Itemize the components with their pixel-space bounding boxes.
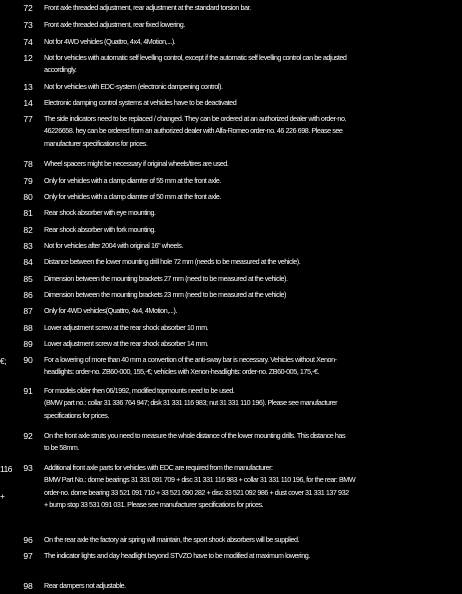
footnote-number: 89 [23,339,33,349]
footnote-text: Front axle threaded adjustment, rear fixed lowering. [44,20,185,29]
footnote-number: 83 [23,241,33,251]
footnote-text: Rear shock absorber with fork mounting. [44,225,156,234]
footnote-text: For a lowering of more than 40 mm a convertion of the anti-sway bar is necessary. Vehicles without Xenon- headlights: order-no. ZB60-000, 155,-€; vehicles with Xenon-headlights: order-no. ZB60-005, 175,-€. [44,355,337,377]
footnote-number: 73 [23,20,33,30]
footnote-number: 90 [23,355,33,365]
footnote-text: Only for vehicles with a clamp diamter of 55 mm at the front axle. [44,176,221,185]
footnote-number: 12 [23,53,33,63]
footnote-number: 91 [23,386,33,396]
footnote-text: On the rear axle the factory air spring will maintain, the sport shock absorbers will be supplied. [44,535,300,544]
footnote-text: The side indicators need to be replaced / changed. They can be ordered at an authorized dealer with order-no. 46226658. hey can be ordered from an authorized dealer with Alfa-Romeo order-no. 46 226 698. Please see manufacturer specifications for prices. [44,114,347,148]
footnote-text: For models older then 06/1992, modified topmounts need to be used. (BMW part no.: collar 31 336 764 947; disk 31 331 116 983; nut 31 331 110 196). Please see manufacturer specifications for prices. [44,386,338,420]
footnote-text: On the front axle struts you need to measure the whole distance of the lower mounting drills. This distance has to be 58mm. [44,431,346,453]
footnote-text: Only for 4WD vehicles(Quattro, 4x4, 4Motion,...). [44,306,177,315]
footnote-number: 82 [23,225,33,235]
footnote-number: 98 [23,581,33,591]
footnote-number: 93 [23,463,33,473]
footnote-number: 74 [23,37,33,47]
footnote-text: Not for vehicles with automatic self levelling control, except if the automatic self levelling control can be adjusted accordingly. [44,53,347,75]
footnote-number: 97 [23,551,33,561]
footnote-number: 79 [23,176,33,186]
footnote-text: Not for 4WD vehicles (Quattro, 4x4, 4Motion,...). [44,37,176,46]
footnote-number: 81 [23,208,33,218]
footnote-number: 86 [23,290,33,300]
footnote-number: 85 [23,274,33,284]
left-edge-fragment: + [0,491,5,501]
footnote-number: 72 [23,3,33,13]
footnote-text: Lower adjustment screw at the rear shock absorber 14 mm. [44,339,209,348]
footnote-number: 80 [23,192,33,202]
left-edge-fragment: €; [0,356,7,366]
footnote-text: Wheel spacers might be necessary if original wheels/tires are used. [44,159,229,168]
footnote-number: 78 [23,159,33,169]
footnote-text: The indicator lights and day headlight beyond STVZO have to be modified at maximum lowering. [44,551,310,560]
footnote-text: Not for vehicles with EDC-system (electronic dampening control). [44,82,223,91]
footnote-number: 84 [23,257,33,267]
footnote-number: 96 [23,535,33,545]
footnote-text: Dimension between the mounting brackets 27 mm (need to be measured at the vehicle). [44,274,288,283]
footnote-text: Lower adjustment screw at the rear shock absorber 10 mm. [44,323,209,332]
footnote-text: Additional front axle parts for vehicles with EDC are required from the manufacturer: BMW Part No.: dome bearings 31 331 091 709 + disc 31 331 116 983 + collar 31 331 110 196, for the rear: BMW order-no. dome bearing 33 521 091 710 + 33 521 090 282 + disc 33 521 092 986 + dust cover 31 331 137 932 + bump stop 33 531 091 031. Please see manufacturer specifications for prices. [44,463,356,510]
footnote-text: Electronic damping control systems at vehicles have to be deactivated [44,98,237,107]
left-edge-fragment: 116 [0,464,13,474]
footnote-text: Dimension between the mounting brackets 23 mm (need to be measured at the vehicle) [44,290,286,299]
footnote-text: Rear shock absorber with eye mounting. [44,208,156,217]
footnote-text: Only for vehicles with a clamp diamter of 50 mm at the front axle. [44,192,221,201]
footnote-number: 14 [23,98,33,108]
footnote-number: 87 [23,306,33,316]
footnote-text: Rear dampers not adjustable. [44,581,126,590]
footnote-number: 77 [23,114,33,124]
footnote-text: Not for vehicles after 2004 with original 16" wheels. [44,241,183,250]
footnote-number: 88 [23,323,33,333]
footnote-number: 92 [23,431,33,441]
footnote-text: Front axle threaded adjustment, rear adjustment at the standard torsion bar. [44,3,251,12]
footnote-number: 13 [23,82,33,92]
footnote-text: Distance between the lower mounting drill hole 72 mm (needs to be measured at the vehicle). [44,257,301,266]
